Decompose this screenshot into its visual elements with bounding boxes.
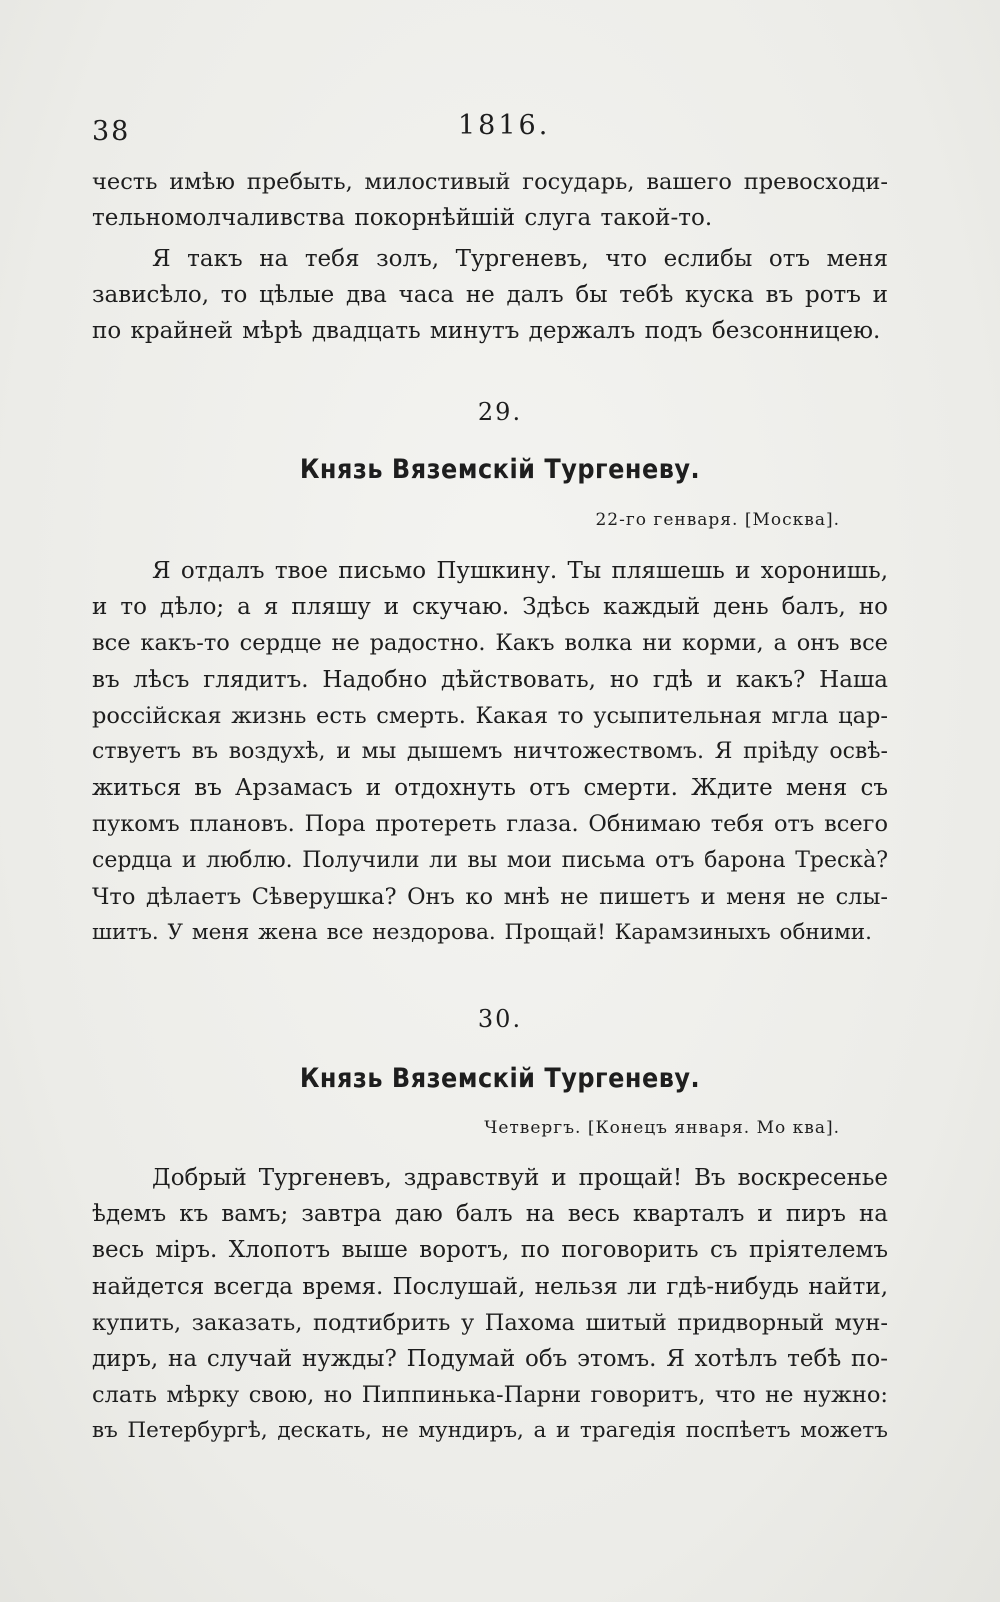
text-line: сердца и люблю. Получили ли вы мои письма отъ барона Трескà?: [92, 847, 888, 873]
text-line: все какъ-то сердце не радостно. Какъ волка ни корми, а онъ все: [92, 630, 888, 657]
text-line: найдется всегда время. Послушай, нельзя ли гдѣ-нибудь найти,: [92, 1273, 888, 1300]
text-line: ствуетъ въ воздухѣ, и мы дышемъ ничтожествомъ. Я пріѣду освѣ-: [92, 739, 888, 765]
text-line: зависѣло, то цѣлые два часа не далъ бы тебѣ куска въ ротъ и: [92, 282, 888, 309]
text-line: Я такъ на тебя золъ, Тургеневъ, что еслибы отъ меня: [152, 246, 888, 272]
letter-heading: Князь Вяземскій Тургеневу.: [299, 453, 701, 485]
letter-heading: Князь Вяземскій Тургеневу.: [299, 1062, 701, 1094]
letter-body: [92, 553, 888, 951]
text-line: россійская жизнь есть смерть. Какая то усыпительная мгла цар-: [92, 702, 888, 729]
text-line: и то дѣло; а я пляшу и скучаю. Здѣсь каждый день балъ, но: [92, 594, 888, 621]
text-line: тельномолчаливства покорнѣйшій слуга такой-то.: [92, 205, 713, 232]
text-line: въ лѣсъ глядитъ. Надобно дѣйствовать, но гдѣ и какъ? Наша: [92, 666, 888, 693]
text-line: житься въ Арзамасъ и отдохнуть отъ смерти. Ждите меня съ: [92, 775, 888, 802]
postscript-paragraph: [92, 241, 888, 350]
letter-dateline: 22-го генваря. [Москва].: [595, 510, 840, 530]
text-line: весь міръ. Хлопотъ выше воротъ, по поговорить съ пріятелемъ: [92, 1237, 888, 1264]
letter-number: 29.: [477, 398, 523, 426]
running-head-year: 1816.: [458, 110, 551, 141]
continuation-paragraph: [92, 164, 888, 236]
text-line: Добрый Тургеневъ, здравствуй и прощай! Въ воскресенье: [152, 1165, 888, 1191]
text-line: купить, заказать, подтибрить у Пахома шитый придворный мун-: [92, 1309, 888, 1336]
letter-number: 30.: [477, 1005, 523, 1033]
letter-dateline: Четвергъ. [Конецъ января. Мо ква].: [484, 1118, 840, 1138]
text-line: диръ, на случай нужды? Подумай объ этомъ. Я хотѣлъ тебѣ по-: [92, 1346, 888, 1373]
text-line: пукомъ плановъ. Пора протереть глаза. Обнимаю тебя отъ всего: [92, 811, 888, 838]
text-line: слать мѣрку свою, но Пиппинька-Парни говоритъ, что не нужно:: [92, 1382, 888, 1409]
text-line: Что дѣлаетъ Сѣверушка? Онъ ко мнѣ не пишетъ и меня не слы-: [92, 883, 888, 910]
text-line: честь имѣю пребыть, милостивый государь, вашего превосходи-: [92, 169, 888, 195]
text-line: ѣдемъ къ вамъ; завтра даю балъ на весь кварталъ и пиръ на: [92, 1201, 888, 1228]
text-line: въ Петербургѣ, дескать, не мундиръ, а и трагедія поспѣетъ можетъ: [92, 1418, 888, 1444]
page-number: 38: [92, 116, 131, 147]
letter-body: [92, 1160, 888, 1450]
text-line: шитъ. У меня жена все нездорова. Прощай! Карамзиныхъ обними.: [92, 920, 872, 946]
text-line: Я отдалъ твое письмо Пушкину. Ты пляшешь и хоронишь,: [152, 558, 888, 584]
text-line: по крайней мѣрѣ двадцать минутъ держалъ подъ безсонницею.: [92, 318, 881, 345]
